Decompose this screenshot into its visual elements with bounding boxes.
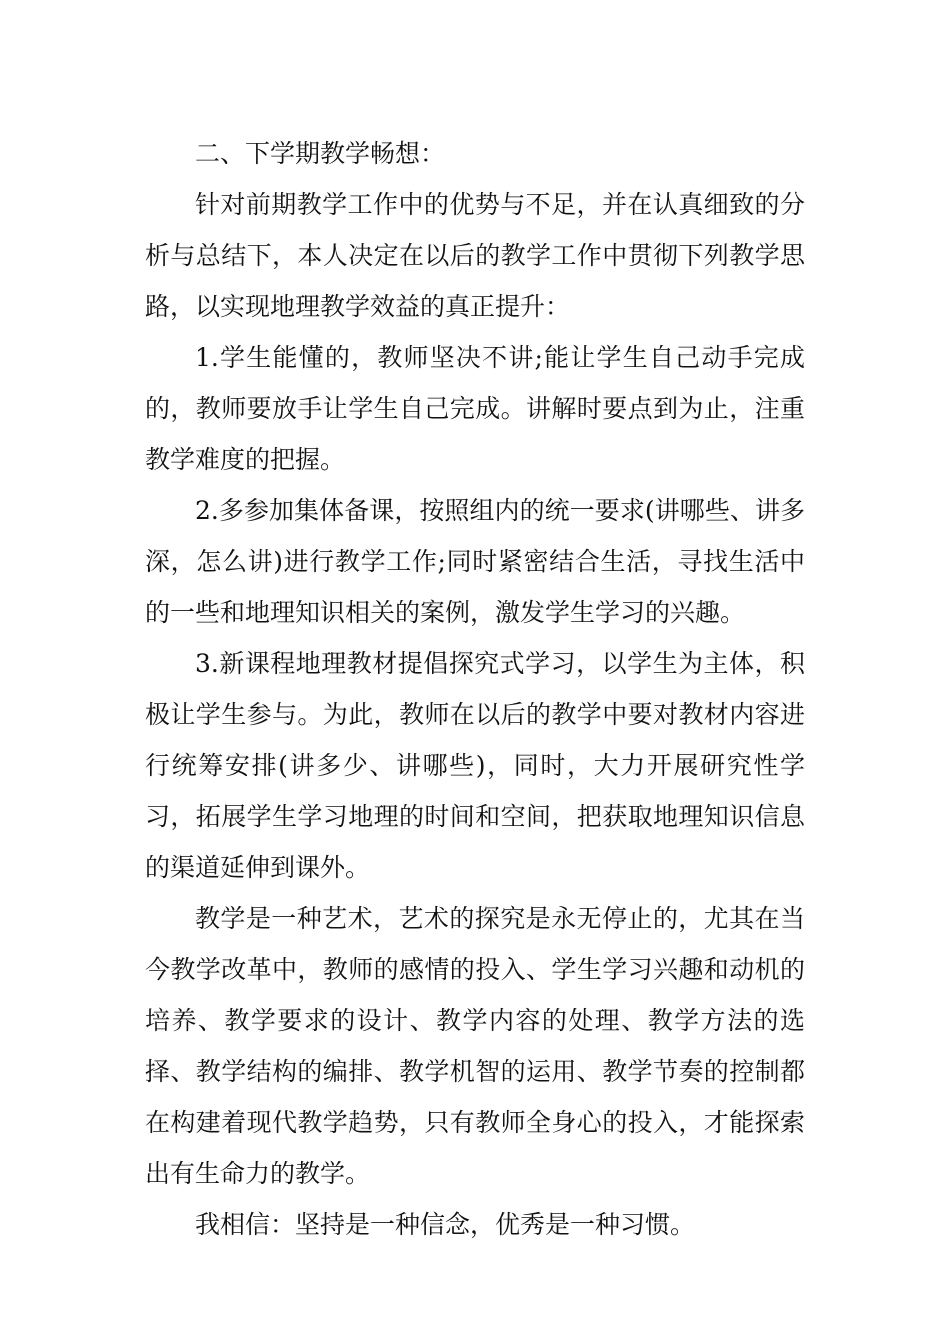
paragraph-intro: 针对前期教学工作中的优势与不足，并在认真细致的分析与总结下，本人决定在以后的教学工作中贯彻下列教学思路，以实现地理教学效益的真正提升： [145,190,805,321]
paragraph-closing: 我相信：坚持是一种信念，优秀是一种习惯。 [195,1210,696,1239]
document-body [145,128,805,1250]
paragraph-point-3: 3.新课程地理教材提倡探究式学习，以学生为主体，积极让学生参与。为此，教师在以后的教学中要对教材内容进行统筹安排(讲多少、讲哪些)，同时，大力开展研究性学习，拓展学生学习地理的时间和空间，把获取地理知识信息的渠道延伸到课外。 [145,649,805,882]
section-heading: 二、下学期教学畅想： [195,139,446,168]
paragraph-reflection: 教学是一种艺术，艺术的探究是永无停止的，尤其在当今教学改革中，教师的感情的投入、学生学习兴趣和动机的培养、教学要求的设计、教学内容的处理、教学方法的选择、教学结构的编排、教学机智的运用、教学节奏的控制都在构建着现代教学趋势，只有教师全身心的投入，才能探索出有生命力的教学。 [145,904,805,1188]
paragraph-point-2: 2.多参加集体备课，按照组内的统一要求(讲哪些、讲多深，怎么讲)进行教学工作;同时紧密结合生活，寻找生活中的一些和地理知识相关的案例，激发学生学习的兴趣。 [145,496,805,627]
paragraph-point-1: 1.学生能懂的，教师坚决不讲;能让学生自己动手完成的，教师要放手让学生自己完成。讲解时要点到为止，注重教学难度的把握。 [145,343,805,474]
